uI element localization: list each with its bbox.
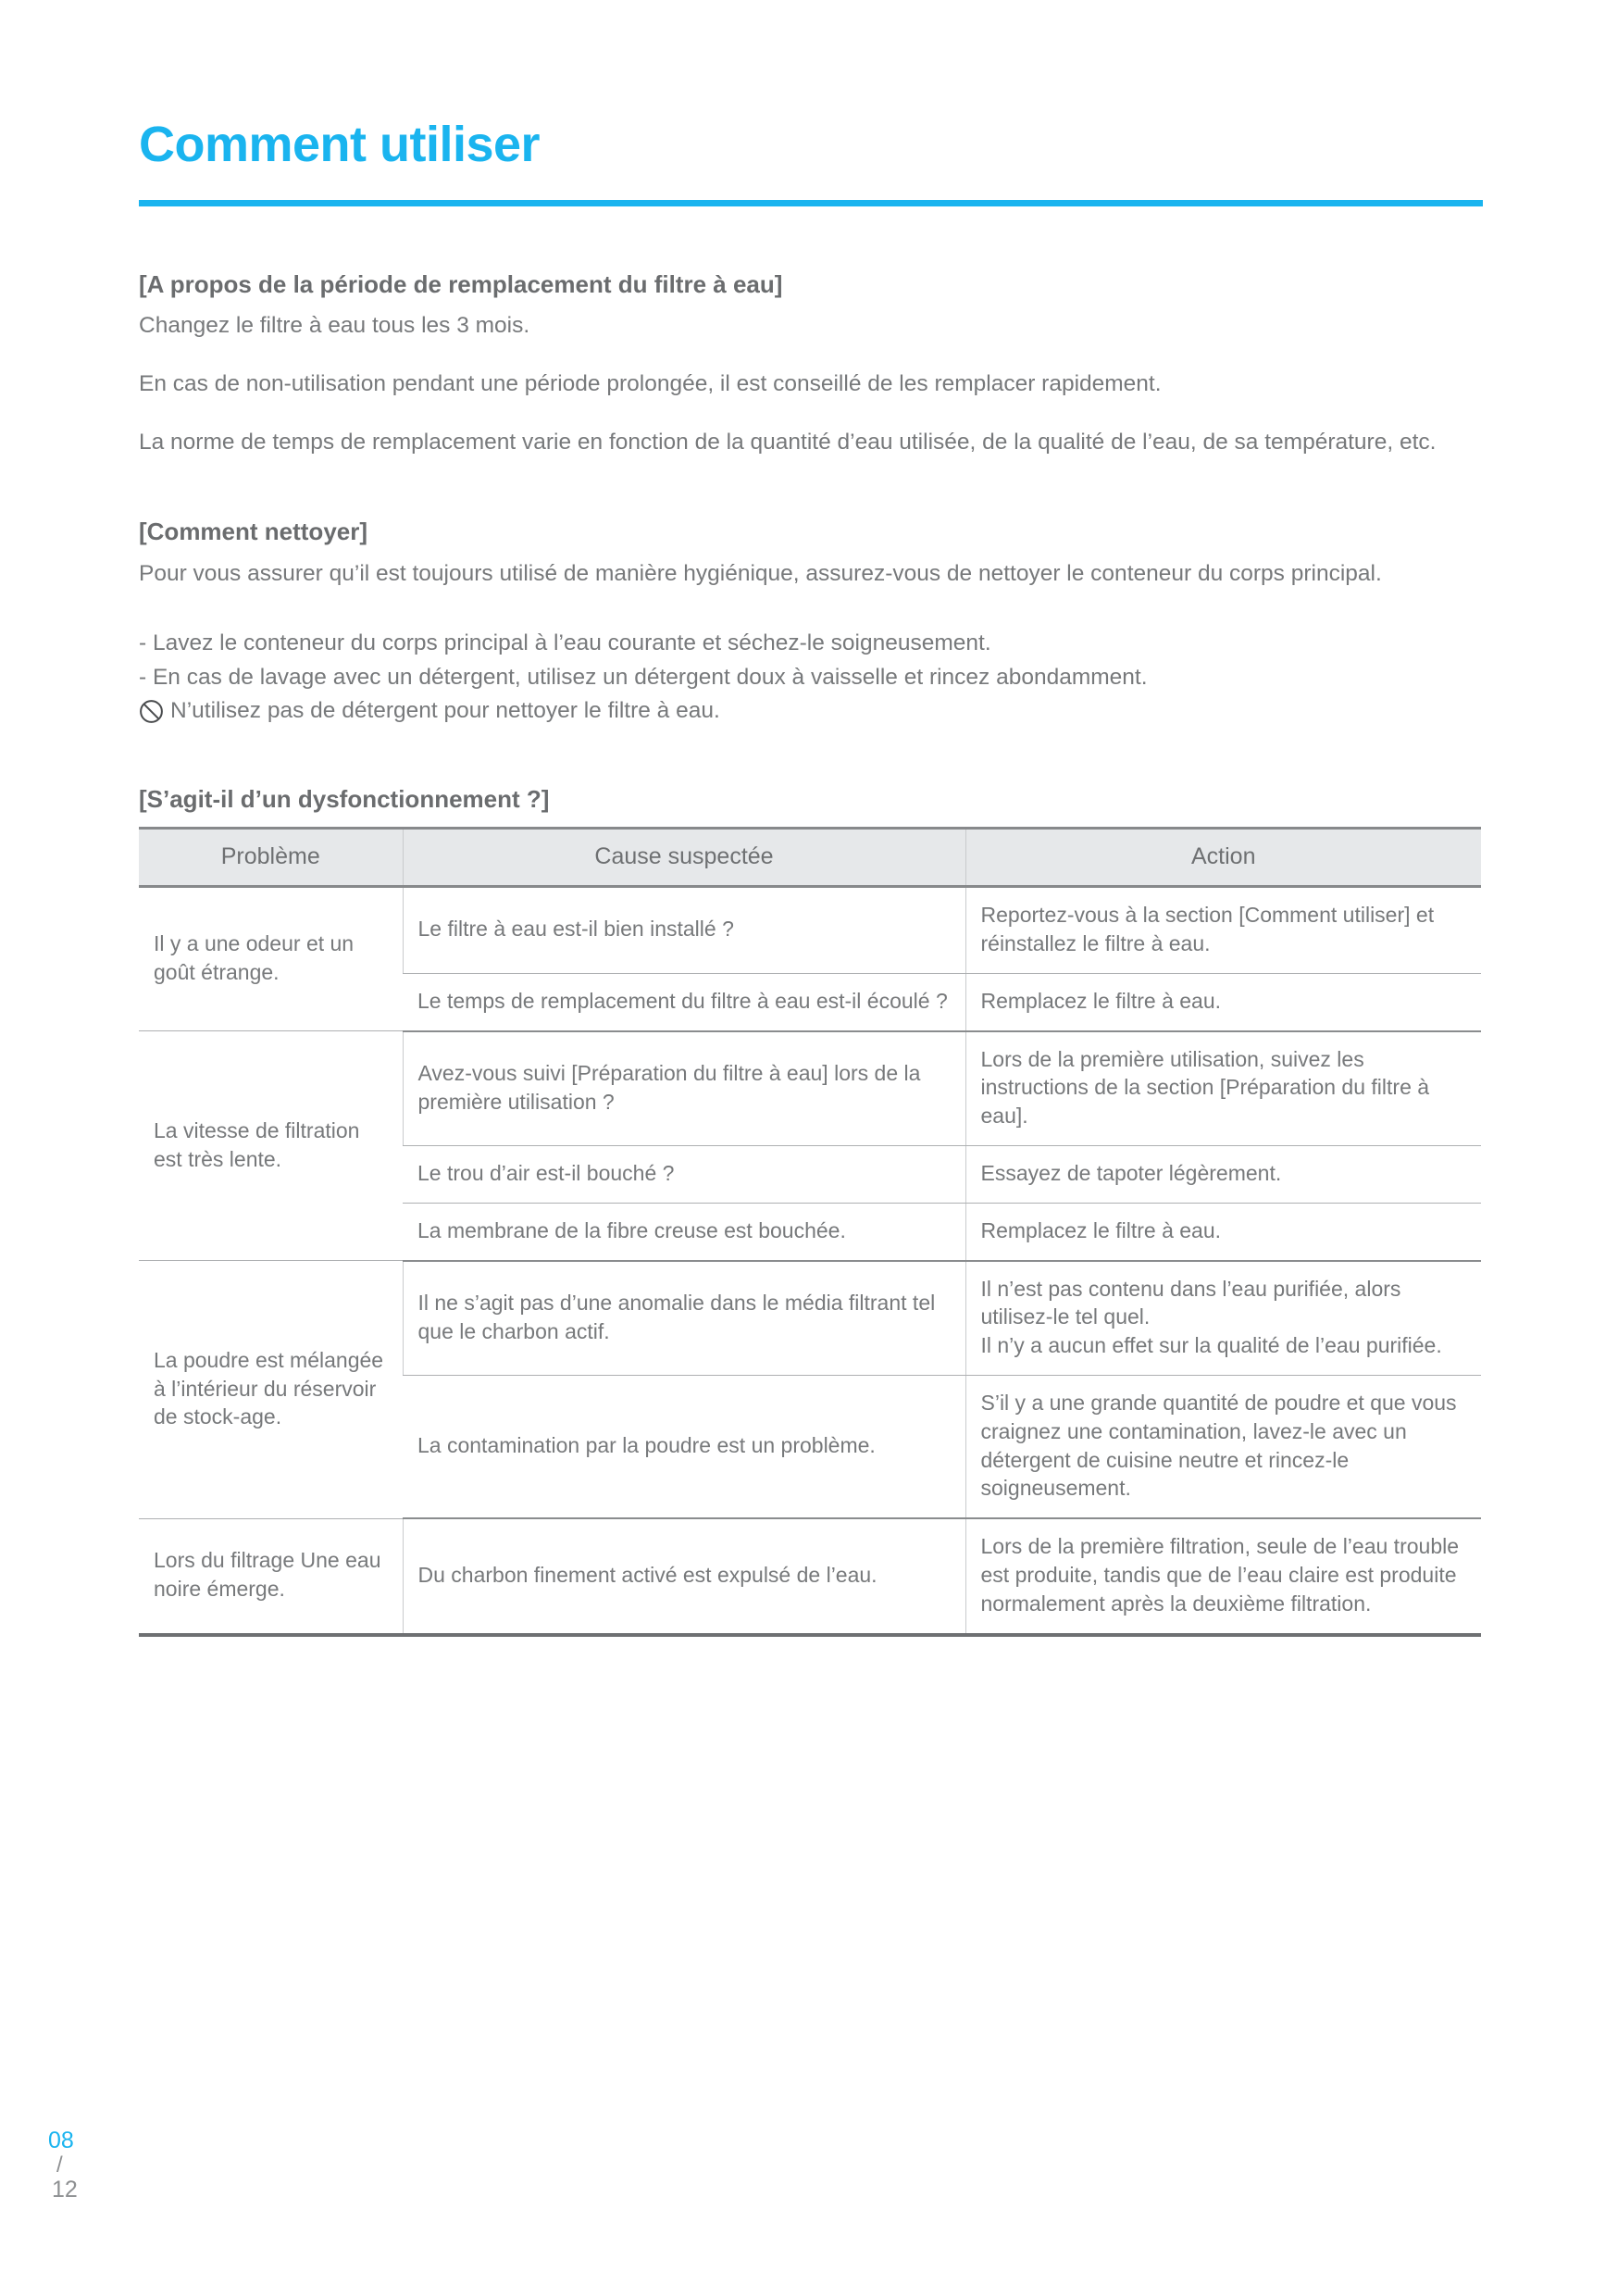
cell-action: Lors de la première utilisation, suivez les instructions de la section [Préparation du filtre à eau]. <box>965 1031 1481 1146</box>
cell-cause: Il ne s’agit pas d’une anomalie dans le média filtrant tel que le charbon actif. <box>403 1261 965 1376</box>
cell-cause: Le trou d’air est-il bouché ? <box>403 1145 965 1203</box>
section-heading-troubleshooting: [S’agit-il d’un dysfonctionnement ?] <box>139 785 550 814</box>
no-detergent-prohibition-icon <box>139 699 164 724</box>
cell-cause: Du charbon finement activé est expulsé de l’eau. <box>403 1518 965 1634</box>
section-replacement-period <box>139 268 1487 458</box>
cell-action: Remplacez le filtre à eau. <box>965 1203 1481 1260</box>
cleaning-prohibition-line <box>139 694 1487 728</box>
cleaning-bullet-list <box>139 627 1487 728</box>
page-folio <box>48 2129 131 2202</box>
page-title-container <box>139 119 1481 171</box>
troubleshooting-table <box>139 827 1481 1637</box>
cell-cause: La membrane de la fibre creuse est bouchée. <box>403 1203 965 1260</box>
table-header-row <box>139 829 1481 887</box>
replacement-paragraph-3: La norme de temps de remplacement varie en fonction de la quantité d’eau utilisée, de la qualité de l’eau, de sa température, etc. <box>139 429 1437 455</box>
title-underline-rule <box>139 200 1483 206</box>
page-title: Comment utiliser <box>139 117 541 172</box>
section-heading-cleaning: [Comment nettoyer] <box>139 518 368 546</box>
column-header-probleme: Problème <box>139 829 403 887</box>
folio-total-pages: 12 <box>52 2177 78 2202</box>
cell-cause: Le filtre à eau est-il bien installé ? <box>403 887 965 974</box>
cell-action: Lors de la première filtration, seule de l’eau trouble est produite, tandis que de l’eau claire est produite normalement après la deuxième filtration. <box>965 1518 1481 1634</box>
section-heading-replacement: [A propos de la période de remplacement du filtre à eau] <box>139 270 783 298</box>
cleaning-bullet-2: - En cas de lavage avec un détergent, utilisez un détergent doux à vaisselle et rincez abondamment. <box>139 664 1148 690</box>
cell-cause: Avez-vous suivi [Préparation du filtre à eau] lors de la première utilisation ? <box>403 1031 965 1146</box>
cleaning-paragraph-1: Pour vous assurer qu’il est toujours utilisé de manière hygiénique, assurez-vous de nettoyer le conteneur du corps principal. <box>139 560 1382 586</box>
section-troubleshooting <box>139 785 1487 1637</box>
table-row <box>139 1261 1481 1376</box>
table-row <box>139 1518 1481 1634</box>
cell-cause: Le temps de remplacement du filtre à eau est-il écoulé ? <box>403 973 965 1030</box>
replacement-paragraph-2: En cas de non-utilisation pendant une période prolongée, il est conseillé de les remplacer rapidement. <box>139 370 1162 396</box>
cell-probleme: La vitesse de filtration est très lente. <box>139 1031 403 1261</box>
column-header-cause: Cause suspectée <box>403 829 965 887</box>
section-cleaning <box>139 516 1487 728</box>
table-row <box>139 887 1481 974</box>
folio-current-page: 08 <box>48 2128 74 2153</box>
folio-separator: / <box>56 2152 63 2177</box>
cell-probleme: La poudre est mélangée à l’intérieur du réservoir de stock-age. <box>139 1261 403 1519</box>
cell-probleme: Lors du filtrage Une eau noire émerge. <box>139 1518 403 1634</box>
cell-action: Remplacez le filtre à eau. <box>965 973 1481 1030</box>
cleaning-bullet-1: - Lavez le conteneur du corps principal à l’eau courante et séchez-le soigneusement. <box>139 630 991 656</box>
column-header-action: Action <box>965 829 1481 887</box>
cell-probleme: Il y a une odeur et un goût étrange. <box>139 887 403 1031</box>
cell-action: Essayez de tapoter légèrement. <box>965 1145 1481 1203</box>
cell-action: Il n’est pas contenu dans l’eau purifiée, alors utilisez-le tel quel. Il n’y a aucun effet sur la qualité de l’eau purifiée. <box>965 1261 1481 1376</box>
cell-cause: La contamination par la poudre est un problème. <box>403 1376 965 1519</box>
cleaning-prohibition-text: N’utilisez pas de détergent pour nettoyer le filtre à eau. <box>170 697 720 723</box>
table-header <box>139 829 1481 887</box>
table-row <box>139 1031 1481 1146</box>
replacement-paragraph-1: Changez le filtre à eau tous les 3 mois. <box>139 313 530 339</box>
cell-action: S’il y a une grande quantité de poudre et que vous craignez une contamination, lavez-le avec un détergent de cuisine neutre et rincez-le soigneusement. <box>965 1376 1481 1519</box>
table-body <box>139 887 1481 1635</box>
cell-action: Reportez-vous à la section [Comment utiliser] et réinstallez le filtre à eau. <box>965 887 1481 974</box>
document-body <box>139 268 1487 1637</box>
